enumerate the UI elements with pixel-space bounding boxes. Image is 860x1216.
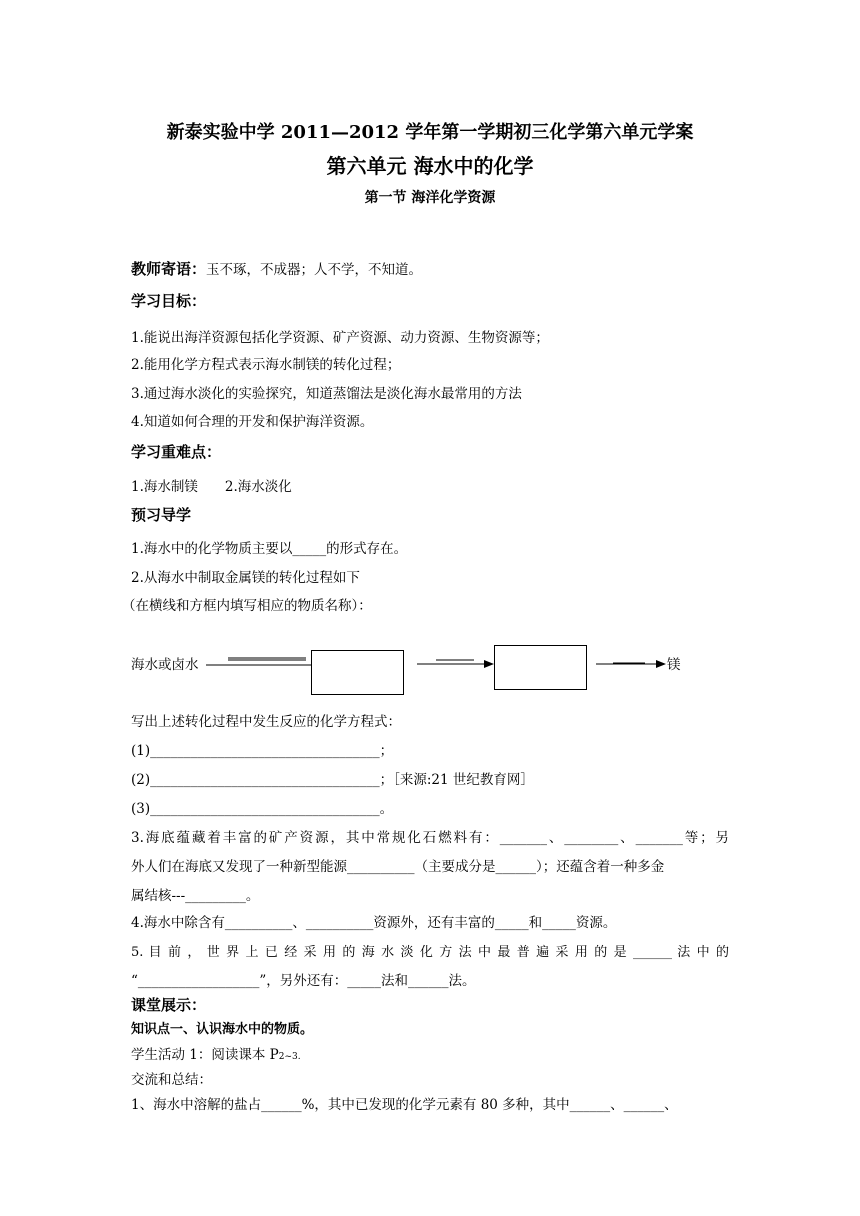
- goal-item: 3.通过海水淡化的实验探究，知道蒸馏法是淡化海水最常用的方法: [131, 386, 522, 402]
- preview-question-1: 1.海水中的化学物质主要以_____的形式存在。: [131, 541, 408, 557]
- preview-question-4: 4.海水中除含有__________、__________资源外，还有丰富的_____和_____资源。: [131, 915, 617, 931]
- key-points-heading: 学习重难点：: [131, 443, 222, 461]
- equation-prompt: 写出上述转化过程中发生反应的化学方程式：: [131, 714, 401, 730]
- preview-question-2: 2.从海水中制取金属镁的转化过程如下: [131, 570, 360, 586]
- classroom-heading: 课堂展示：: [131, 996, 207, 1014]
- student-activity-pages: 2~3.: [278, 1052, 301, 1062]
- preview-question-3-line-1: 3.海底蕴藏着丰富的矿产资源，其中常规化石燃料有：_______、________、_______等；另: [131, 830, 729, 846]
- preview-heading: 预习导学: [131, 506, 192, 524]
- flow-box-1: [311, 650, 404, 695]
- teacher-note-label: 教师寄语：: [131, 260, 207, 278]
- preview-question-3-line-3: 属结核---_________。: [131, 888, 260, 904]
- classroom-question-1: 1、海水中溶解的盐占______%，其中已发现的化学元素有 80 多种，其中______、______、: [131, 1097, 678, 1113]
- flow-arrowhead-3: [656, 660, 666, 668]
- goal-item: 1.能说出海洋资源包括化学资源、矿产资源、动力资源、生物资源等；: [131, 330, 549, 346]
- flow-box-2: [494, 645, 587, 690]
- student-activity: [131, 1046, 301, 1066]
- teacher-note: [131, 260, 422, 279]
- section-title: 第一节 海洋化学资源: [364, 190, 496, 206]
- summary-label: 交流和总结：: [131, 1072, 212, 1088]
- goal-item: 2.能用化学方程式表示海水制镁的转化过程；: [131, 357, 401, 373]
- flow-start-label: 海水或卤水: [131, 657, 199, 673]
- equation-3: (3)__________________________________。: [131, 801, 394, 817]
- preview-question-5-line-2: “__________________”，另外还有：_____法和______法。: [131, 973, 476, 989]
- flow-end-label: 镁: [667, 657, 681, 673]
- preview-question-3-line-2: 外人们在海底又发现了一种新型能源__________（主要成分是______）；还蕴含着一种多金: [131, 859, 665, 875]
- goals-heading: 学习目标：: [131, 292, 207, 310]
- document-title: 新泰实验中学 2011—2012 学年第一学期初三化学第六单元学案: [166, 122, 694, 143]
- student-activity-text: 学生活动 1：阅读课本 P: [131, 1047, 279, 1063]
- teacher-note-text: 玉不琢，不成器；人不学，不知道。: [206, 262, 423, 278]
- unit-title: 第六单元 海水中的化学: [326, 154, 534, 178]
- key-points-text: 1.海水制镁 2.海水淡化: [131, 479, 292, 495]
- preview-question-5-line-1: 5. 目 前 ， 世 界 上 已 经 采 用 的 海 水 淡 化 方 法 中 最 普 遍 采 用 的 是 ______ 法 中 的: [131, 945, 729, 960]
- goal-item: 4.知道如何合理的开发和保护海洋资源。: [131, 414, 374, 430]
- equation-1: (1)__________________________________；: [131, 743, 394, 759]
- flow-arrowhead-2: [484, 660, 494, 668]
- knowledge-point-1: 知识点一、认识海水中的物质。: [131, 1022, 314, 1037]
- preview-question-2-note: （在横线和方框内填写相应的物质名称）：: [122, 598, 372, 614]
- equation-2: (2)__________________________________；［来源:21 世纪教育网］: [131, 772, 534, 788]
